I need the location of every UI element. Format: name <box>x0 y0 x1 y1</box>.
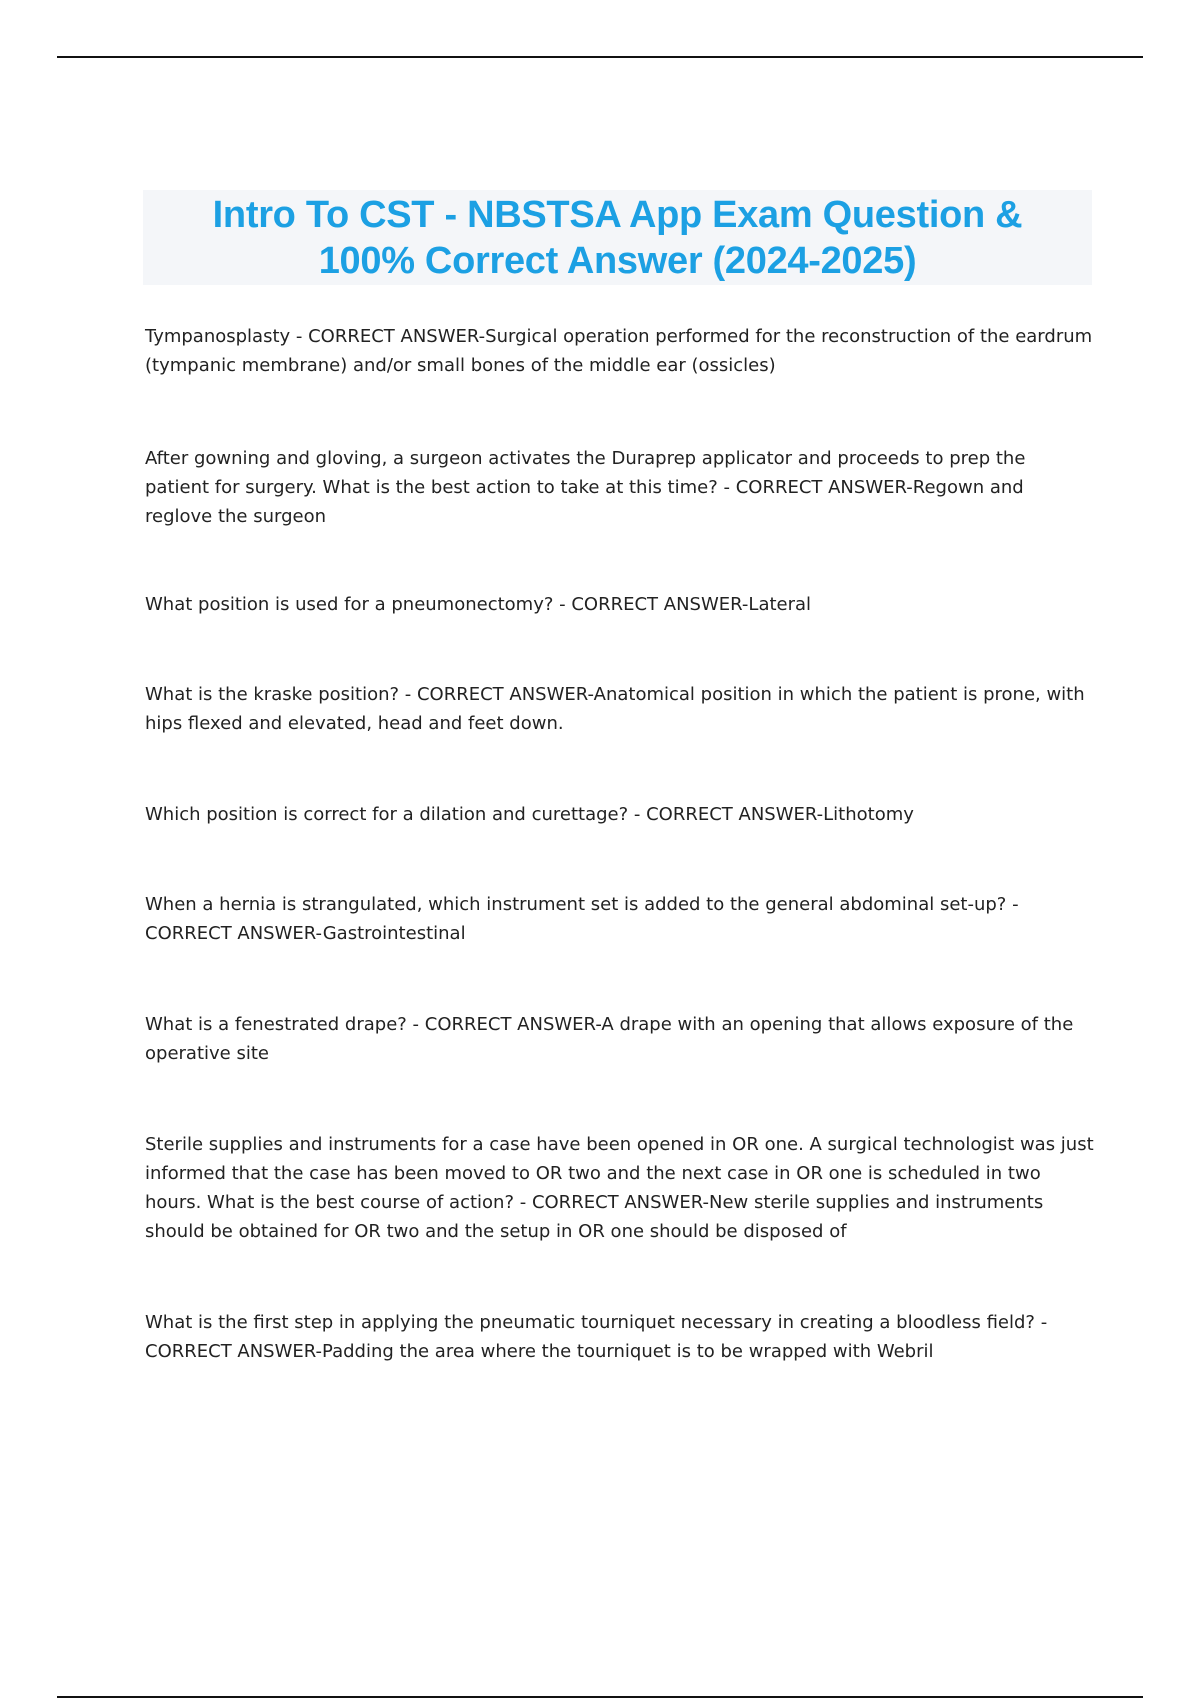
bottom-divider <box>57 1696 1143 1698</box>
qa-item-6: When a hernia is strangulated, which instrument set is added to the general abdominal set-up? - CORRECT ANSWER-Gastrointestinal <box>145 894 1019 944</box>
qa-item-3: What position is used for a pneumonectomy? - CORRECT ANSWER-Lateral <box>145 594 812 615</box>
qa-item-1: Tympanosplasty - CORRECT ANSWER-Surgical operation performed for the reconstruction of the eardrum (tympanic membrane) and/or small bones of the middle ear (ossicles) <box>145 326 1093 376</box>
qa-item-9: What is the first step in applying the pneumatic tourniquet necessary in creating a bloodless field? - CORRECT ANSWER-Padding the area where the tourniquet is to be wrapped with Webril <box>145 1312 1048 1362</box>
qa-item-8: Sterile supplies and instruments for a case have been opened in OR one. A surgical technologist was just informed that the case has been moved to OR two and the next case in OR one is scheduled in two hours. What is the best course of action? - CORRECT ANSWER-New sterile supplies and instruments should be obtained for OR two and the setup in OR one should be disposed of <box>145 1134 1094 1242</box>
qa-item-5: Which position is correct for a dilation and curettage? - CORRECT ANSWER-Lithotomy <box>145 804 914 825</box>
qa-item-7: What is a fenestrated drape? - CORRECT ANSWER-A drape with an opening that allows exposure of the operative site <box>145 1014 1074 1064</box>
document-title-line-1: Intro To CST - NBSTSA App Exam Question & <box>212 193 1023 236</box>
qa-item-4: What is the kraske position? - CORRECT ANSWER-Anatomical position in which the patient is prone, with hips flexed and elevated, head and feet down. <box>145 684 1085 734</box>
document-title-banner <box>143 190 1092 285</box>
qa-item-2: After gowning and gloving, a surgeon activates the Duraprep applicator and proceeds to prep the patient for surgery. What is the best action to take at this time? - CORRECT ANSWER-Regown and reglove the surgeon <box>145 448 1026 527</box>
document-title-line-2: 100% Correct Answer (2024-2025) <box>318 239 917 282</box>
top-divider <box>57 56 1143 58</box>
